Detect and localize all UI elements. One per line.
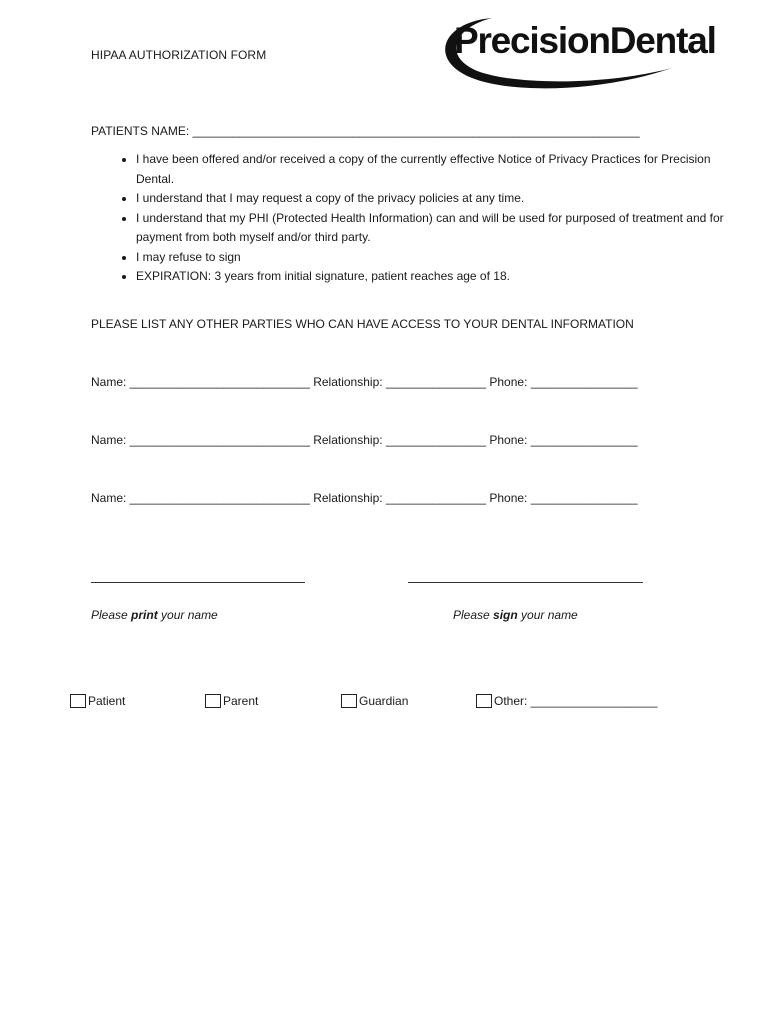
checkbox-label: Patient	[88, 694, 126, 708]
caption-bold: print	[131, 608, 158, 622]
logo-text: PrecisionDental	[454, 20, 716, 61]
patient-name-field[interactable]	[91, 124, 640, 138]
checkbox-icon[interactable]	[205, 694, 221, 708]
checkbox-label: Guardian	[359, 694, 409, 708]
checkbox-icon[interactable]	[476, 694, 492, 708]
list-item: • I understand that my PHI (Protected Health Information) can and will be used for purposed of treatment and for payment from both myself and/or third party.	[136, 209, 736, 248]
checkbox-other[interactable]	[476, 694, 657, 708]
patient-name-label: PATIENTS NAME:	[91, 124, 190, 138]
print-name-line[interactable]	[91, 582, 305, 583]
checkbox-icon[interactable]	[70, 694, 86, 708]
print-name-caption	[91, 608, 218, 622]
party-row-1[interactable]: Name: ___________________________ Relationship: _______________ Phone: ________________	[91, 375, 638, 389]
checkbox-parent[interactable]	[205, 694, 258, 708]
checkbox-label: Parent	[223, 694, 259, 708]
checkbox-guardian[interactable]	[341, 694, 408, 708]
caption-bold: sign	[493, 608, 518, 622]
list-item: • I understand that I may request a copy of the privacy policies at any time.	[136, 189, 736, 209]
list-item: • I have been offered and/or received a copy of the currently effective Notice of Privacy Practices for Precision Dental.	[136, 150, 736, 189]
acknowledgement-list	[91, 150, 736, 287]
caption-text: Please	[91, 608, 132, 622]
parties-heading: PLEASE LIST ANY OTHER PARTIES WHO CAN HAVE ACCESS TO YOUR DENTAL INFORMATION	[91, 317, 634, 331]
list-item: • EXPIRATION: 3 years from initial signature, patient reaches age of 18.	[136, 267, 736, 287]
list-item: • I may refuse to sign	[136, 248, 736, 268]
form-title: HIPAA AUTHORIZATION FORM	[91, 48, 267, 62]
checkbox-icon[interactable]	[341, 694, 357, 708]
precision-dental-logo	[432, 12, 752, 92]
party-row-2[interactable]: Name: ___________________________ Relationship: _______________ Phone: ________________	[91, 433, 638, 447]
checkbox-label: Other: ___________________	[494, 694, 658, 708]
sign-name-caption	[453, 608, 578, 622]
caption-text: your name	[517, 608, 578, 622]
party-row-3[interactable]: Name: ___________________________ Relationship: _______________ Phone: ________________	[91, 491, 638, 505]
signature-line[interactable]	[408, 582, 643, 583]
caption-text: Please	[453, 608, 494, 622]
caption-text: your name	[157, 608, 218, 622]
patient-name-blank: ___________________________________________________________________	[192, 124, 640, 138]
checkbox-patient[interactable]	[70, 694, 125, 708]
